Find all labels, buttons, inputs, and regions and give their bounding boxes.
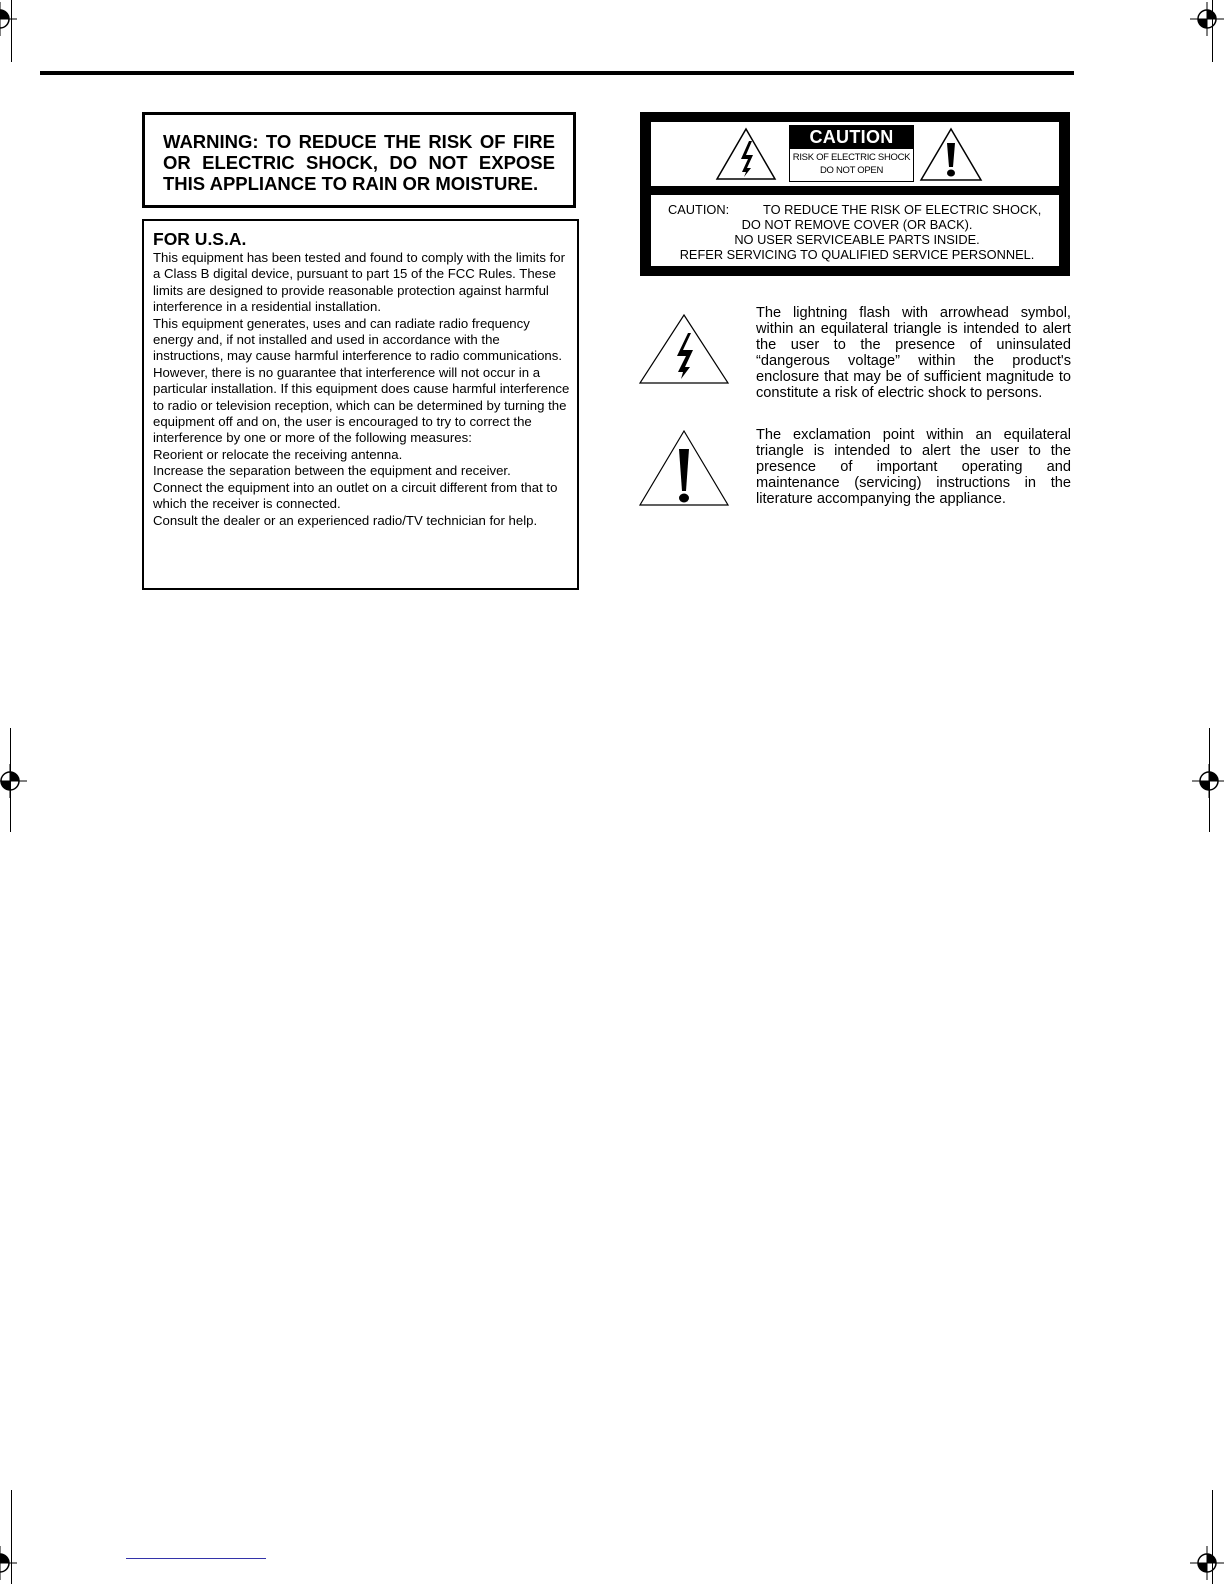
footer-rule [126, 1558, 266, 1559]
fcc-measure: Increase the separation between the equipment and receiver. [153, 463, 511, 479]
caution-badge-title: CAUTION [790, 126, 913, 149]
warning-text: WARNING: TO REDUCE THE RISK OF FIRE OR ELECTRIC SHOCK, DO NOT EXPOSE THIS APPLIANCE TO RAIN OR MOISTURE. [163, 131, 555, 194]
registration-mark-top-left-icon [0, 2, 17, 36]
caution-label [640, 112, 1070, 276]
crop-line [1212, 1490, 1213, 1584]
crop-line [1209, 728, 1210, 832]
caution-label-upper [651, 122, 1059, 186]
caution-prefix: CAUTION: [668, 202, 730, 217]
warning-box [142, 112, 576, 208]
exclamation-triangle-icon [919, 127, 983, 182]
registration-mark-bottom-right-icon [1190, 1546, 1224, 1580]
fcc-paragraph: This equipment has been tested and found to comply with the limits for a Class B digital device, pursuant to part 15 of the FCC Rules. These limits are designed to provide reasonable protection against harmful interference in a residential installation. [153, 250, 565, 315]
lightning-triangle-icon [715, 127, 777, 181]
caution-badge-subtitle [790, 151, 913, 177]
exclamation-symbol-description: The exclamation point within an equilateral triangle is intended to alert the user to the presence of important operating and maintenance (servicing) instructions in the literature accompanying the appliance. [756, 427, 1071, 507]
caution-line: NO USER SERVICEABLE PARTS INSIDE. [734, 232, 980, 247]
lightning-triangle-icon [638, 313, 730, 385]
exclamation-triangle-icon [638, 429, 730, 507]
header-rule [40, 71, 1074, 75]
fcc-notice-box [142, 219, 579, 590]
caution-badge [789, 125, 914, 182]
caution-badge-line: RISK OF ELECTRIC SHOCK [792, 152, 911, 163]
fcc-measure: Reorient or relocate the receiving antenna. [153, 446, 403, 462]
registration-mark-bottom-left-icon [0, 1546, 17, 1580]
crop-line [10, 728, 11, 832]
fcc-paragraph: This equipment generates, uses and can radiate radio frequency energy and, if not installed and used in accordance with the instructions, may cause harmful interference to radio communications. However, there is no guarantee that interference will not occur in a particular installation. If this equipment does cause harmful interference to radio or television reception, which can be determined by turning the equipment off and on, the user is encouraged to try to correct the interference by one or more of the following measures: [153, 315, 570, 446]
lightning-symbol-description: The lightning flash with arrowhead symbol, within an equilateral triangle is intended to alert the user to the presence of uninsulated “dangerous voltage” within the product's enclosure that may be of sufficient magnitude to constitute a risk of electric shock to persons. [756, 305, 1071, 401]
crop-line [11, 0, 12, 62]
caution-line: REFER SERVICING TO QUALIFIED SERVICE PERSONNEL. [679, 247, 1035, 262]
caution-label-lower [651, 195, 1059, 266]
registration-mark-middle-left-icon [0, 764, 27, 798]
registration-mark-middle-right-icon [1192, 764, 1224, 798]
caution-line: TO REDUCE THE RISK OF ELECTRIC SHOCK, [763, 202, 1042, 217]
fcc-notice-body [153, 250, 571, 529]
crop-line [1212, 0, 1213, 62]
fcc-measure: Consult the dealer or an experienced radio/TV technician for help. [153, 512, 538, 528]
fcc-notice-title: FOR U.S.A. [153, 229, 247, 249]
registration-mark-top-right-icon [1190, 2, 1224, 36]
fcc-measure: Connect the equipment into an outlet on a circuit different from that to which the receiver is connected. [153, 479, 558, 512]
caution-instructions [668, 202, 1046, 262]
caution-line: DO NOT REMOVE COVER (OR BACK). [741, 217, 973, 232]
caution-badge-line: DO NOT OPEN [819, 165, 884, 176]
crop-line [11, 1490, 12, 1584]
